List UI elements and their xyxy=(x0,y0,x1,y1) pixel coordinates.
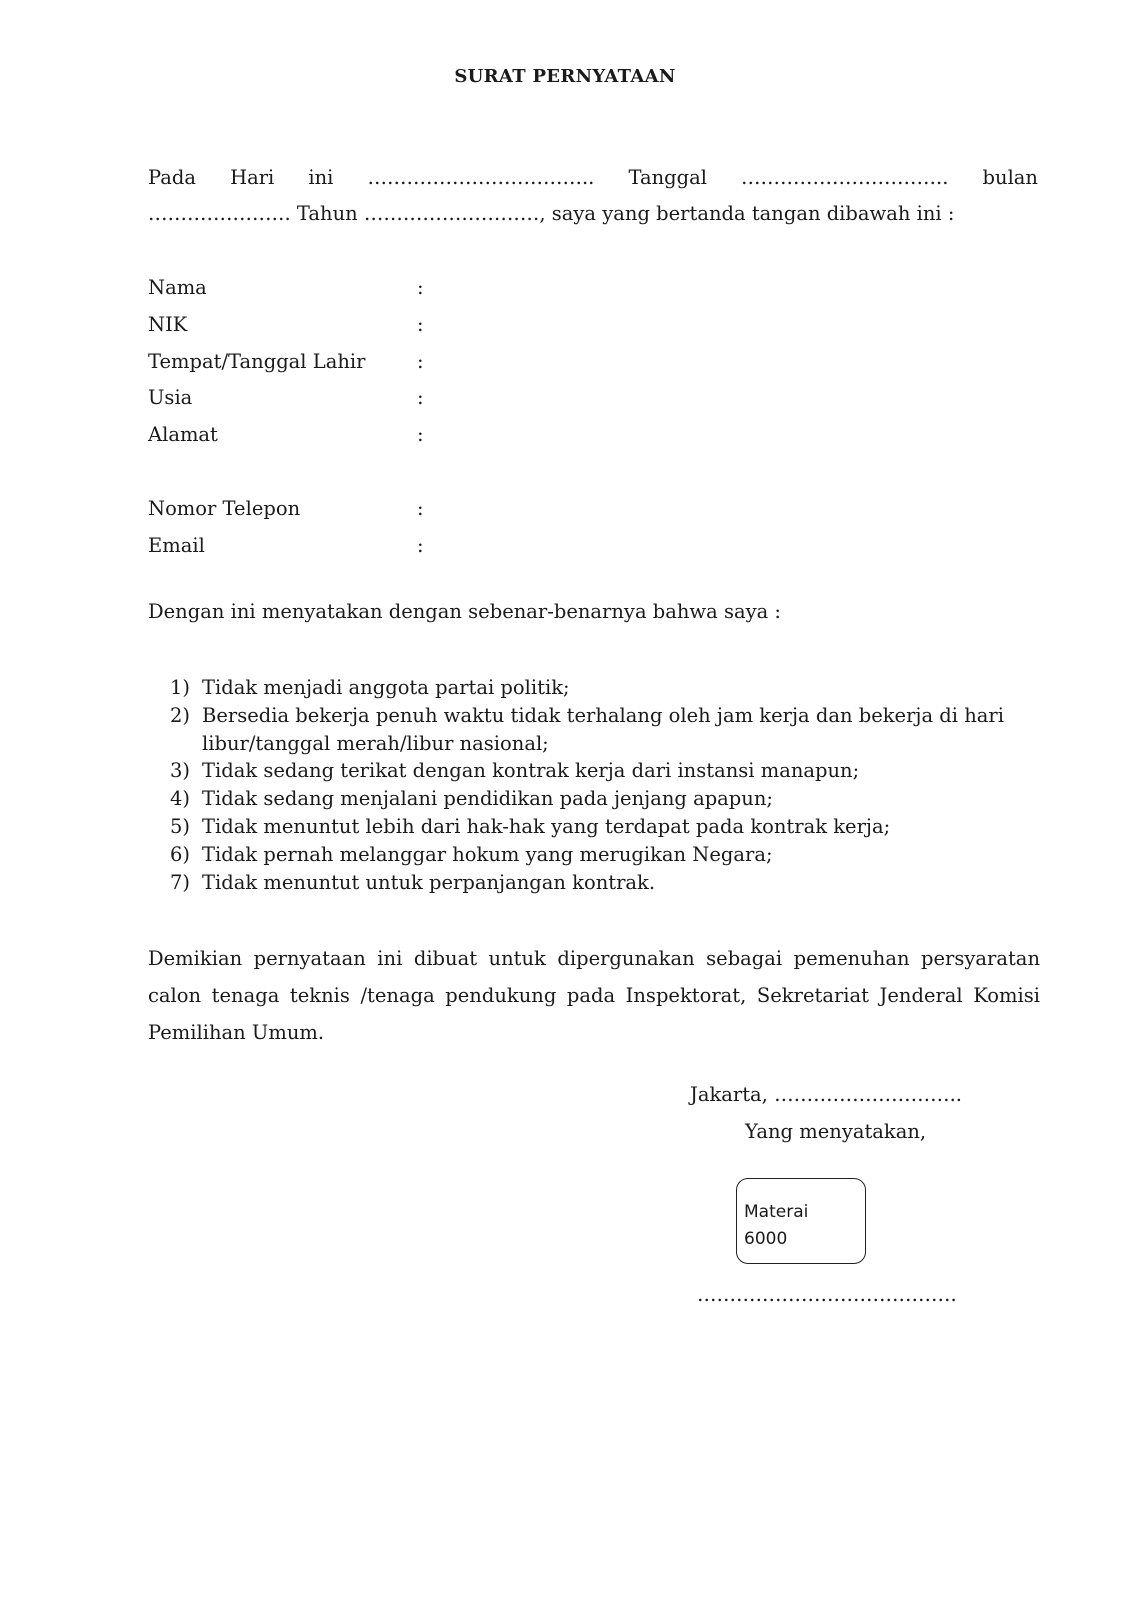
list-item-number: 4) xyxy=(170,787,191,811)
list-item xyxy=(148,674,1040,702)
intro-paragraph xyxy=(148,160,1038,232)
list-item xyxy=(148,869,1040,897)
intro-word: Tanggal xyxy=(628,166,707,189)
list-item-text: Tidak sedang terikat dengan kontrak kerja dari instansi manapun; xyxy=(202,759,860,783)
list-item-number: 2) xyxy=(170,703,191,727)
intro-word: ini xyxy=(308,166,334,189)
list-item-text: Tidak pernah melanggar hokum yang merugikan Negara; xyxy=(202,842,773,866)
list-item-number: 1) xyxy=(170,676,191,699)
list-item-number: 6) xyxy=(170,842,191,866)
place-date: Jakarta, ……………………….. xyxy=(690,1083,962,1106)
list-item-text: Tidak sedang menjalani pendidikan pada jenjang apapun; xyxy=(202,787,773,811)
intro-word: bulan xyxy=(982,166,1038,189)
intro-blank-day: …………………………….. xyxy=(367,166,595,189)
field-label: Nomor Telepon xyxy=(148,496,301,520)
field-label: Tempat/Tanggal Lahir xyxy=(148,349,366,373)
field-label: NIK xyxy=(148,312,188,336)
field-colon: : xyxy=(417,496,424,520)
list-item xyxy=(148,785,1040,813)
list-item-number: 3) xyxy=(170,759,191,783)
list-item xyxy=(148,813,1040,841)
signer-label: Yang menyatakan, xyxy=(745,1120,927,1143)
stamp-label: Materai xyxy=(744,1202,809,1222)
field-label: Usia xyxy=(148,386,193,410)
field-colon: : xyxy=(417,349,424,373)
field-colon: : xyxy=(417,276,424,299)
list-item-number: 5) xyxy=(170,814,191,838)
list-item-number: 7) xyxy=(170,870,191,894)
intro-line-1 xyxy=(148,160,1038,196)
field-label: Alamat xyxy=(148,423,218,447)
list-item xyxy=(148,702,1040,758)
list-item-text: Tidak menjadi anggota partai politik; xyxy=(202,676,570,699)
declaration-list xyxy=(148,674,1040,896)
materai-stamp-box xyxy=(736,1178,866,1264)
list-item-text: Bersedia bekerja penuh waktu tidak terhalang oleh jam kerja dan bekerja di hari libur/tanggal merah/libur nasional; xyxy=(202,703,1004,755)
field-colon: : xyxy=(417,533,424,557)
closing-paragraph: Demikian pernyataan ini dibuat untuk dipergunakan sebagai pemenuhan persyaratan calon tenaga teknis /tenaga pendukung pada Inspektorat, Sekretariat Jenderal Komisi Pemilihan Umum. xyxy=(148,947,1040,1044)
signature-line: …………………………………. xyxy=(697,1283,957,1306)
intro-word: Pada xyxy=(148,166,196,189)
list-item-text: Tidak menuntut lebih dari hak-hak yang terdapat pada kontrak kerja; xyxy=(202,814,891,838)
list-item-text: Tidak menuntut untuk perpanjangan kontrak. xyxy=(202,870,656,894)
list-item xyxy=(148,841,1040,869)
field-label: Nama xyxy=(148,276,207,299)
stamp-value: 6000 xyxy=(744,1229,788,1249)
field-label: Email xyxy=(148,533,205,557)
field-colon: : xyxy=(417,312,424,336)
list-item xyxy=(148,757,1040,785)
document-title: SURAT PERNYATAAN xyxy=(454,66,676,87)
intro-blank-date: ………………………….. xyxy=(741,166,949,189)
intro-word: Hari xyxy=(230,166,275,189)
intro-line-2: …………………. Tahun ………………………, saya yang bertanda tangan dibawah ini : xyxy=(148,202,955,225)
statement-text: Dengan ini menyatakan dengan sebenar-benarnya bahwa saya : xyxy=(148,600,781,623)
field-colon: : xyxy=(417,386,424,410)
field-colon: : xyxy=(417,423,424,447)
